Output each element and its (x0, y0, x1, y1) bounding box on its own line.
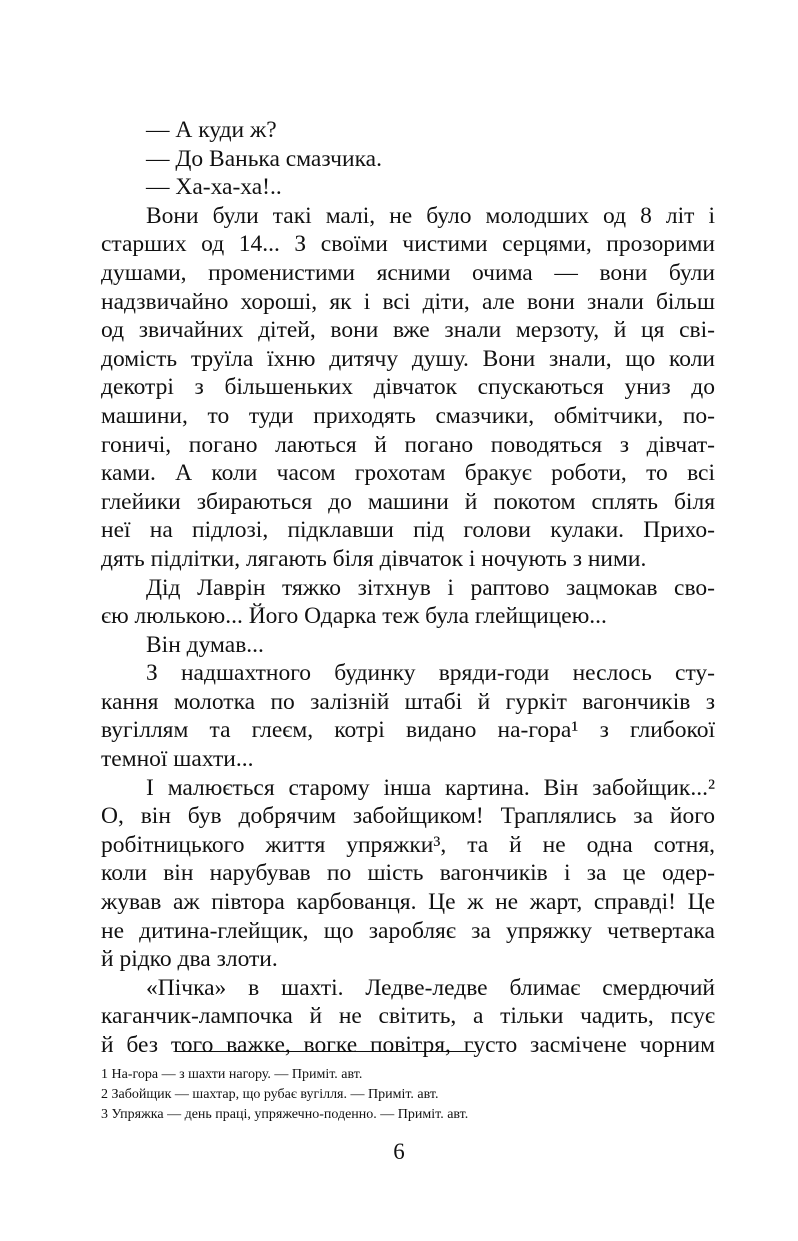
footnote-3: 3 Упряжка — день праці, упряжечно-поденно. — Приміт. авт. (101, 1107, 469, 1122)
text-line: й без того важке, вогке повітря, густо засмічене чорним (101, 1032, 715, 1058)
text-line: Вони були такі малі, не було молодших од 8 літ і (146, 202, 715, 229)
text-line: О, він був добрячим забойщиком! Траплялись за його (101, 803, 715, 830)
text-line: вугіллям та глеєм, котрі видано на-гора¹ з глибокої (101, 717, 715, 744)
text-line: Він думав... (146, 631, 264, 658)
text-line: й рідко два злоти. (101, 946, 278, 973)
text-line: жував аж півтора карбованця. Це ж не жарт, справді! Це (101, 889, 715, 916)
text-line: каганчик-лампочка й не світить, а тільки чадить, псує (101, 1003, 715, 1030)
text-line: дять підлітки, лягають біля дівчаток і ночують з ними. (101, 545, 647, 572)
text-line: од звичайних дітей, вони вже знали мерзоту, й ця сві- (101, 317, 715, 344)
text-line: темної шахти... (101, 746, 254, 773)
text-line: «Пічка» в шахті. Ледве-ледве блимає смердючий (146, 974, 715, 1001)
footnote-2: 2 Забойщик — шахтар, що рубає вугілля. — Приміт. авт. (101, 1087, 439, 1102)
text-line: душами, променистими ясними очима — вони були (101, 259, 715, 286)
body-text (101, 116, 715, 1060)
text-line: З надшахтного будинку вряди-годи неслось сту- (146, 660, 715, 687)
text-line: глейики збираються до машини й покотом сплять біля (101, 488, 715, 515)
text-line: Дід Лаврін тяжко зітхнув і раптово зацмокав сво- (146, 574, 715, 601)
footnote-divider (176, 1051, 476, 1052)
text-line: І малюється старому інша картина. Він забойщик...² (146, 774, 715, 801)
text-line: коли він нарубував по шість вагончиків і за це одер- (101, 860, 715, 887)
text-line: єю люлькою... Його Одарка теж була глейщицею... (101, 603, 607, 630)
text-line: домість труїла їхню дитячу душу. Вони знали, що коли (101, 345, 715, 372)
text-line: неї на підлозі, підклавши під голови кулаки. Прихо- (101, 517, 715, 544)
text-line: машини, то туди приходять смазчики, обмітчики, по- (101, 402, 715, 429)
text-line: не дитина-глейщик, що заробляє за упряжку четвертака (101, 917, 715, 944)
footnotes (101, 1065, 715, 1125)
text-line: ками. А коли часом грохотам бракує роботи, то всі (101, 460, 715, 487)
page-number: 6 (393, 1139, 405, 1164)
text-line: — А куди ж? (146, 117, 277, 143)
text-line: кання молотка по залізній штабі й гуркіт вагончиків з (101, 688, 715, 715)
text-line: старших од 14... З своїми чистими серцями, прозорими (101, 231, 715, 258)
text-line: гоничі, погано лаються й погано поводяться з дівчат- (101, 431, 715, 458)
text-line: робітницького життя упряжки³, та й не одна сотня, (101, 831, 715, 858)
text-line: декотрі з більшеньких дівчаток спускаються униз до (101, 374, 715, 401)
footnote-1: 1 На-гора — з шахти нагору. — Приміт. авт. (101, 1067, 363, 1082)
text-line: надзвичайно хороші, як і всі діти, але вони знали більш (101, 288, 715, 315)
text-line: — Ха-ха-ха!.. (146, 174, 282, 201)
text-line: — До Ванька смазчика. (146, 145, 382, 172)
